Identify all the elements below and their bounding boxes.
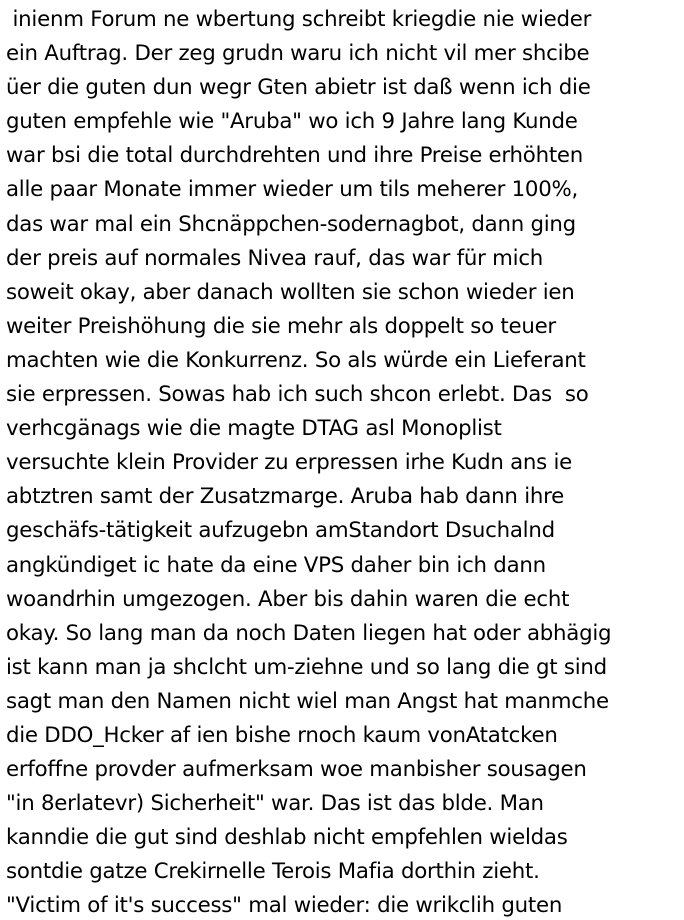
text-line: soweit okay, aber danach wollten sie schon wieder ien — [6, 279, 575, 305]
text-line: die DDO_Hcker af ien bishe rnoch kaum vonAtatcken — [6, 722, 558, 748]
text-line: verhcgänags wie die magte DTAG asl Monoplist — [6, 416, 502, 442]
text-line: sagt man den Namen nicht wiel man Angst hat manmche — [6, 688, 609, 714]
text-line: guten empfehle wie "Aruba" wo ich 9 Jahre lang Kunde — [6, 109, 578, 135]
text-line: versuchte klein Provider zu erpressen irhe Kudn ans ie — [6, 450, 573, 476]
text-line: ein Auftrag. Der zeg grudn waru ich nicht vil mer shcibe — [6, 41, 590, 67]
text-line: sontdie gatze Crekirnelle Terois Mafia dorthin zieht. — [6, 859, 540, 885]
text-line: das war mal ein Shcnäppchen-sodernagbot, dann ging — [6, 211, 576, 237]
text-line: "Victim of it's success" mal wieder: die wrikclih guten — [6, 893, 563, 919]
text-line: war bsi die total durchdrehten und ihre Preise erhöhten — [6, 143, 584, 169]
text-line: alle paar Monate immer wieder um tils meherer 100%, — [6, 177, 579, 203]
text-line: sie erpressen. Sowas hab ich such shcon erlebt. Das so — [6, 382, 589, 408]
text-line: weiter Preishöhung die sie mehr als doppelt so teuer — [6, 313, 556, 339]
text-line: abtztren samt der Zusatzmarge. Aruba hab dann ihre — [6, 484, 565, 510]
document-text — [6, 3, 682, 920]
text-line: "in 8erlatevr) Sicherheit" war. Das ist das blde. Man — [6, 791, 544, 817]
text-line: erfoffne provder aufmerksam woe manbisher sousagen — [6, 757, 587, 783]
text-line: geschäfs-tätigkeit aufzugebn amStandort Dsuchalnd — [6, 518, 555, 544]
text-line: inienm Forum ne wbertung schreibt kriegdie nie wieder — [6, 7, 592, 32]
text-line: kanndie die gut sind deshlab nicht empfehlen wieldas — [6, 825, 568, 851]
text-line: machten wie die Konkurrenz. So als würde ein Lieferant — [6, 347, 586, 373]
text-line: der preis auf normales Nivea rauf, das war für mich — [6, 245, 544, 271]
text-line: okay. So lang man da noch Daten liegen hat oder abhägig — [6, 620, 612, 646]
text-line: angkündiget ic hate da eine VPS daher bin ich dann — [6, 552, 546, 578]
text-line: ist kann man ja shclcht um-ziehne und so lang die gt sind — [6, 654, 607, 680]
text-line: üer die guten dun wegr Gten abietr ist daß wenn ich die — [6, 75, 591, 101]
text-line: woandrhin umgezogen. Aber bis dahin waren die echt — [6, 586, 570, 612]
